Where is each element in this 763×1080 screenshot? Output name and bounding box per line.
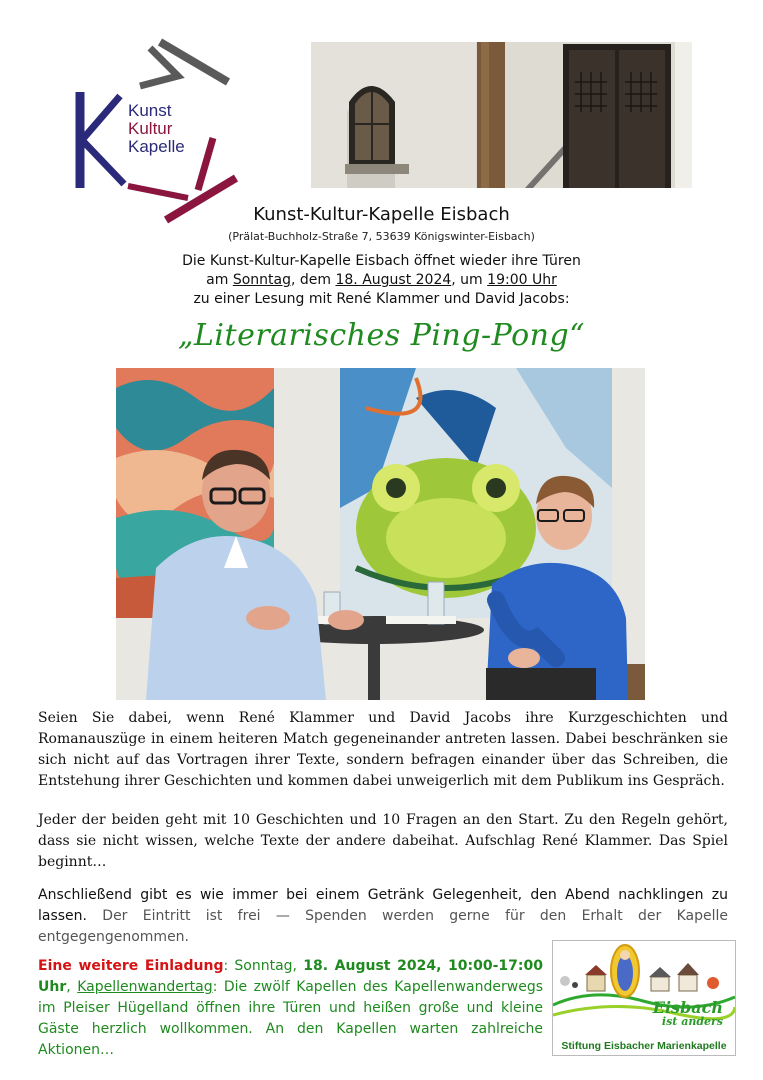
invitation-label: Eine weitere Einladung — [38, 958, 224, 974]
intro-line-3: zu einer Lesung mit René Klammer und David Jacobs: — [193, 291, 570, 307]
reading-photo — [116, 368, 645, 700]
intro-text — [0, 252, 763, 309]
intro-time: 19:00 Uhr — [487, 272, 557, 288]
invitation-comma: , — [66, 979, 78, 995]
invitation-datetime: 18. August 2024, 10:00-17:00 Uhr — [38, 958, 543, 995]
foundation-badge — [552, 940, 736, 1056]
paragraph-rules: Jeder der beiden geht mit 10 Geschichten und 10 Fragen an den Start. Zu den Regeln gehört, dass sie nicht wissen, welche Texte der andere dabeihat. Aufschlag René Klammer. Das Spiel beginnt… — [38, 812, 728, 870]
badge-slogan — [652, 998, 723, 1029]
venue-title: Kunst-Kultur-Kapelle Eisbach — [253, 204, 510, 225]
logo-line-kunst: Kunst — [128, 101, 172, 120]
badge-slogan-line1: Eisbach — [652, 998, 723, 1017]
afterwards-main: Anschließend gibt es wie immer bei einem Getränk Gelegenheit, den Abend nachklingen zu lassen. — [38, 887, 728, 924]
intro-date: 18. August 2024 — [335, 272, 452, 288]
admission-note: Der Eintritt ist frei — Spenden werden gerne für den Erhalt der Kapelle entgegengenommen. — [38, 908, 728, 945]
paragraph-invitation — [38, 956, 543, 1061]
intro-line-1: Die Kunst-Kultur-Kapelle Eisbach öffnet wieder ihre Türen — [182, 253, 581, 269]
invitation-text: : Die zwölf Kapellen des Kapellenwanderwegs im Pleiser Hügelland öffnen ihre Türen und heißen große und kleine Gäste herzlich wollkommen. An den Kapellen warten zahlreiche Aktionen… — [38, 979, 543, 1058]
badge-footer: Stiftung Eisbacher Marienkapelle — [561, 1040, 727, 1052]
paragraph-afterwards — [38, 885, 728, 948]
badge-slogan-line2: ist anders — [661, 1015, 723, 1028]
invitation-sep: : Sonntag, — [223, 958, 304, 974]
venue-address: (Prälat-Buchholz-Straße 7, 53639 Königswinter-Eisbach) — [228, 230, 535, 243]
intro-prefix: am — [206, 272, 233, 288]
chapel-photo — [311, 42, 692, 188]
invitation-event: Kapellenwandertag — [77, 979, 213, 995]
paragraph-description: Seien Sie dabei, wenn René Klammer und David Jacobs ihre Kurzgeschichten und Romanauszüge in einem heiteren Match gegeneinander antreten lassen. Dabei beschränken sie sich nicht auf das Vortragen ihrer Texte, sondern befragen einander über das Schreiben, die Entstehung ihrer Geschichten und kommen dabei unweigerlich mit dem Publikum ins Gespräch. — [38, 710, 728, 789]
logo-wordmark — [128, 102, 185, 156]
event-title: „Literarisches Ping-Pong“ — [177, 318, 586, 353]
intro-mid1: , dem — [290, 272, 336, 288]
intro-day: Sonntag — [232, 272, 291, 288]
logo-line-kapelle: Kapelle — [128, 137, 185, 156]
intro-mid2: , um — [451, 272, 488, 288]
logo-line-kultur: Kultur — [128, 119, 173, 138]
intro-line-2 — [0, 271, 763, 290]
